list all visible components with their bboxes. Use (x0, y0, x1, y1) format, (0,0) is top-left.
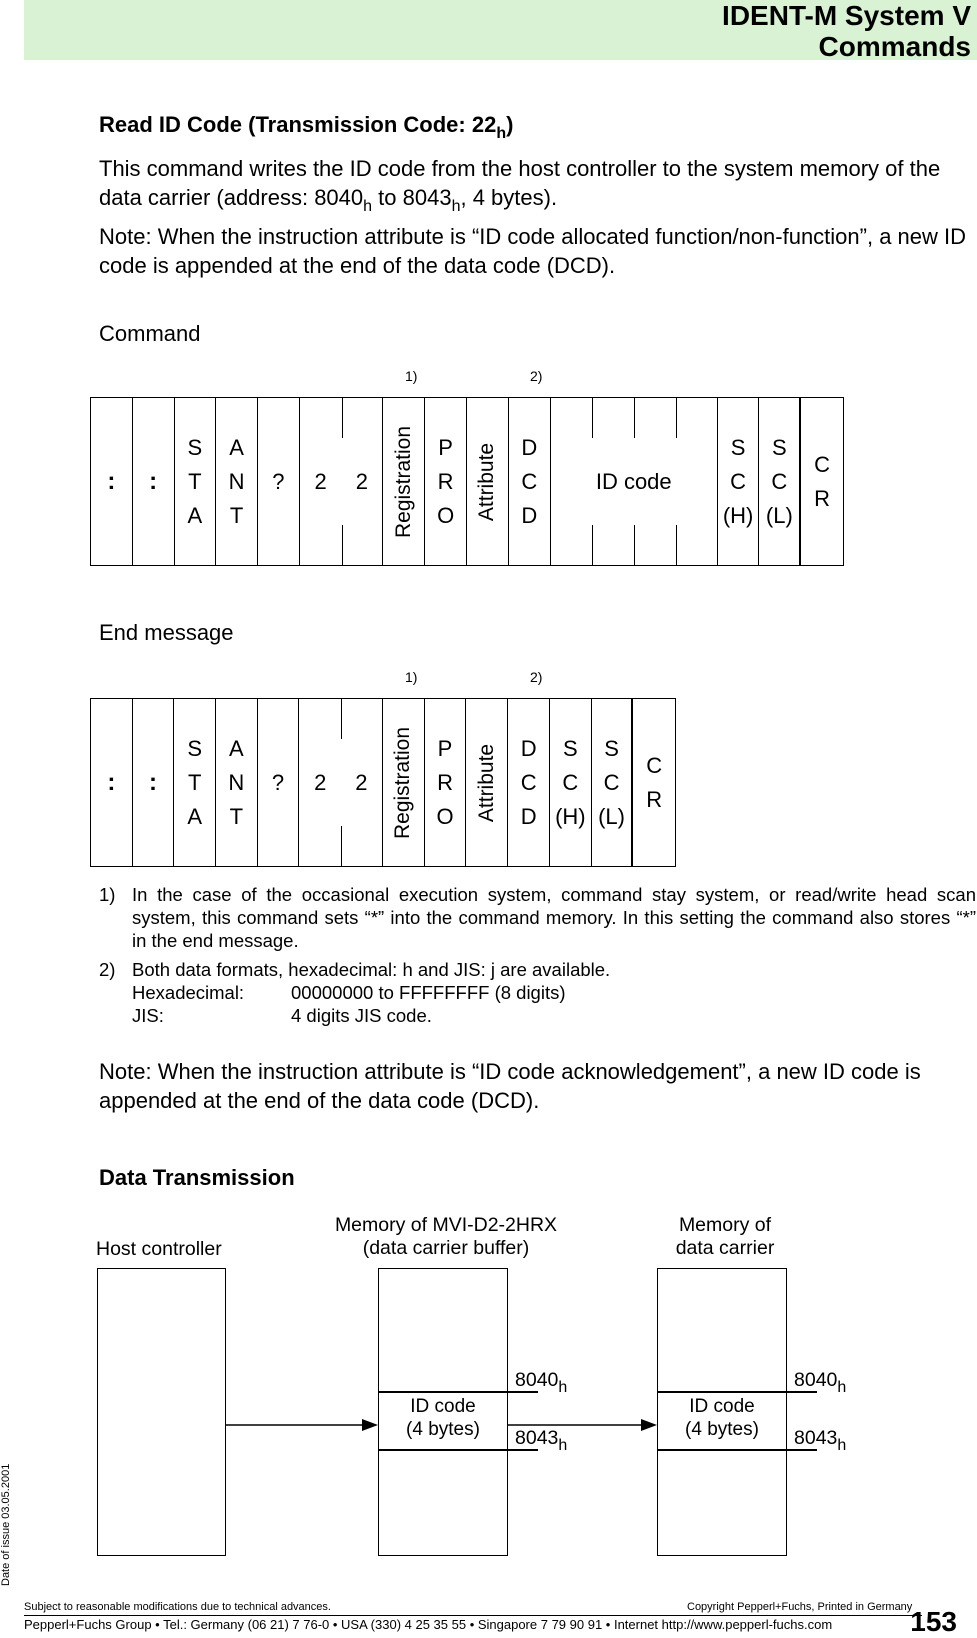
cell-sc-l (592, 699, 634, 866)
cell-pro (425, 699, 467, 866)
cr-r: R (814, 485, 831, 511)
cell-id-code (551, 398, 718, 565)
carrier-divider-top (658, 1391, 786, 1393)
footnote-2-number: 2) (99, 959, 116, 980)
section-title-sub: h (496, 125, 507, 142)
cell-attribute (466, 699, 508, 866)
sta-a: A (187, 803, 203, 829)
cell-code-2b (341, 699, 383, 866)
dcd-d2: D (521, 502, 538, 528)
cell-sc-h (718, 398, 760, 565)
sta-a: A (187, 502, 203, 528)
intro-sub-1: h (363, 198, 373, 215)
id-code-text: ID code (595, 468, 672, 494)
registration-text: Registration (391, 726, 415, 839)
pro-r: R (437, 769, 453, 795)
sta-t: T (187, 769, 202, 795)
ant-a: A (229, 735, 244, 761)
cell-question (258, 699, 300, 866)
command-label: Command (99, 321, 201, 346)
arrow-mvi-to-carrier (508, 1410, 657, 1440)
host-label: Host controller (96, 1238, 222, 1260)
attribute-text: Attribute (475, 442, 499, 521)
addr-value: 8043 (515, 1427, 559, 1449)
ant-a: A (229, 434, 244, 460)
cell-cr (633, 699, 675, 866)
sta-t: T (188, 468, 202, 494)
footnote-1-text: In the case of the occasional execution system, command stay system, or read/write head scan system, this command sets “*” into the command memory. In this setting the command also stores “*” in the end message. (132, 884, 976, 951)
cell-cr (801, 398, 843, 565)
ant-n: N (228, 468, 245, 494)
arrow-host-to-mvi (226, 1410, 378, 1440)
footnote-1 (99, 883, 976, 952)
carrier-divider-bottom (658, 1449, 786, 1451)
mvi-id-code-line-1: ID code (410, 1396, 476, 1417)
cell-sc-l (759, 398, 801, 565)
sch-s: S (730, 434, 746, 460)
carrier-label-line-2: data carrier (675, 1237, 775, 1259)
header-band (24, 0, 977, 60)
colon-text: : (149, 768, 157, 796)
footer-divider (24, 1615, 922, 1616)
addr-sub: h (558, 1437, 568, 1454)
mvi-id-code-line-2: (4 bytes) (406, 1419, 480, 1440)
cell-registration (383, 699, 425, 866)
command-footnote-mark-2: 2) (530, 368, 543, 384)
format-row-jis (132, 1004, 610, 1027)
question-mark: ? (272, 468, 285, 494)
carrier-id-code-label (658, 1395, 786, 1441)
cell-question (258, 398, 300, 565)
cell-registration (383, 398, 425, 565)
carrier-id-code-line-1: ID code (689, 1396, 755, 1417)
scl-c: C (603, 769, 620, 795)
command-footnote-mark-1: 1) (405, 368, 418, 384)
mvi-divider-bottom (379, 1449, 507, 1451)
colon-text: : (107, 768, 116, 796)
host-controller-box (97, 1268, 226, 1556)
intro-text-1: This command writes the ID code from the host controller to the system memory of the data carrier (address: 8040 (99, 156, 941, 210)
carrier-label-line-1: Memory of (678, 1214, 772, 1236)
mvi-id-code-label (379, 1395, 507, 1441)
mvi-addr-start (515, 1369, 568, 1396)
format-name: Hexadecimal: (132, 982, 245, 1003)
mvi-label-line-1: Memory of MVI-D2-2HRX (334, 1214, 558, 1236)
intro-sub-2: h (451, 198, 461, 215)
footer-disclaimer: Subject to reasonable modifications due to technical advances. (24, 1601, 331, 1613)
ant-t: T (229, 803, 244, 829)
ant-t: T (229, 502, 244, 528)
footnotes (99, 883, 976, 1027)
ant-n: N (228, 769, 245, 795)
sta-s: S (187, 434, 203, 460)
header-line-1: IDENT-M System V (722, 0, 971, 31)
cr-c: C (646, 752, 663, 778)
intro-text-2: to 8043 (372, 185, 452, 210)
cell-ant (216, 699, 258, 866)
dcd-c: C (521, 468, 538, 494)
colon-text: : (149, 467, 158, 495)
scl-l: (L) (765, 502, 793, 528)
scl-s: S (604, 735, 619, 761)
cell-colon-1 (91, 398, 133, 565)
end-footnote-mark-1: 1) (405, 669, 418, 685)
header-title (571, 0, 977, 62)
cell-dcd (509, 398, 551, 565)
dcd-c: C (520, 769, 537, 795)
cell-sc-h (550, 699, 592, 866)
sta-s: S (187, 735, 203, 761)
end-message-frame (90, 698, 676, 867)
scl-c: C (771, 468, 788, 494)
mvi-label-line-2: (data carrier buffer) (362, 1237, 530, 1259)
footer-copyright: Copyright Pepperl+Fuchs, Printed in Germany (687, 1601, 913, 1613)
mvi-label (318, 1214, 574, 1260)
carrier-addr-end (794, 1427, 847, 1454)
sch-c: C (562, 769, 579, 795)
command-frame (90, 397, 844, 566)
cell-pro (425, 398, 467, 565)
scl-s: S (772, 434, 787, 460)
mvi-memory-box (378, 1268, 508, 1556)
footer-contact: Pepperl+Fuchs Group • Tel.: Germany (06 21) 7 76-0 • USA (330) 4 25 35 55 • Singapore 7 79 90 91 • Internet http://www.pepperl-fuchs.com (24, 1617, 833, 1632)
carrier-addr-start (794, 1369, 847, 1396)
pro-p: P (438, 434, 453, 460)
carrier-memory-box (657, 1268, 787, 1556)
pro-p: P (437, 735, 453, 761)
dcd-d2: D (520, 803, 537, 829)
cell-code-2a (299, 699, 341, 866)
mvi-divider-top (379, 1391, 507, 1393)
sch-c: C (730, 468, 747, 494)
registration-text: Registration (391, 425, 415, 538)
cell-dcd (508, 699, 550, 866)
cell-attribute (467, 398, 509, 565)
intro-text-3: , 4 bytes). (460, 185, 558, 210)
section-title (99, 112, 514, 142)
header-line-2: Commands (818, 31, 971, 62)
end-message-label: End message (99, 620, 234, 645)
format-row-hex (132, 981, 610, 1004)
scl-l: (L) (598, 803, 625, 829)
question-mark: ? (271, 769, 285, 795)
carrier-id-code-line-2: (4 bytes) (685, 1419, 759, 1440)
page-number: 153 (910, 1606, 957, 1637)
cell-code-2a (300, 398, 342, 565)
addr-value: 8040 (794, 1369, 838, 1391)
code-digit: 2 (314, 769, 327, 795)
format-name: JIS: (132, 1005, 164, 1026)
cell-colon-2 (133, 398, 175, 565)
note-2: Note: When the instruction attribute is “ID code acknowledgement”, a new ID code is appended at the end of the data code (DCD). (99, 1059, 921, 1113)
cell-colon-2 (133, 699, 175, 866)
addr-sub: h (558, 1379, 568, 1396)
code-digit: 2 (355, 468, 368, 494)
sch-h: (H) (722, 502, 754, 528)
carrier-label (655, 1214, 795, 1260)
note-1: Note: When the instruction attribute is “ID code allocated function/non-function”, a new ID code is appended at the end of the data code (DCD). (99, 224, 967, 278)
addr-sub: h (837, 1379, 847, 1396)
footnote-1-number: 1) (99, 884, 116, 905)
pro-o: O (437, 502, 455, 528)
format-value: 00000000 to FFFFFFFF (8 digits) (291, 982, 566, 1003)
cell-sta (174, 699, 216, 866)
dcd-d: D (520, 735, 537, 761)
footnote-2 (99, 958, 976, 1027)
cr-c: C (814, 451, 831, 477)
section-title-end: ) (506, 112, 514, 137)
attribute-text: Attribute (474, 743, 498, 822)
addr-value: 8040 (515, 1369, 559, 1391)
pro-o: O (436, 803, 454, 829)
pro-r: R (437, 468, 454, 494)
intro-paragraph (99, 154, 969, 215)
addr-sub: h (837, 1437, 847, 1454)
footnote-2-text: Both data formats, hexadecimal: h and JIS: j are available. (132, 959, 611, 980)
code-digit: 2 (314, 468, 327, 494)
colon-text: : (107, 467, 116, 495)
footnote-2-body (132, 958, 610, 1027)
cell-ant (216, 398, 258, 565)
dcd-d: D (521, 434, 538, 460)
sch-h: (H) (555, 803, 586, 829)
code-digit: 2 (355, 769, 368, 795)
addr-value: 8043 (794, 1427, 838, 1449)
end-footnote-mark-2: 2) (530, 669, 543, 685)
cell-sta (175, 398, 217, 565)
cr-r: R (646, 786, 663, 812)
cell-code-2b (342, 398, 384, 565)
sch-s: S (563, 735, 578, 761)
issue-date: Date of issue 03.05.2001 (0, 1463, 12, 1586)
cell-colon-1 (91, 699, 133, 866)
data-transmission-title: Data Transmission (99, 1165, 295, 1190)
section-title-text: Read ID Code (Transmission Code: 22 (99, 112, 497, 137)
format-value: 4 digits JIS code. (291, 1005, 432, 1026)
